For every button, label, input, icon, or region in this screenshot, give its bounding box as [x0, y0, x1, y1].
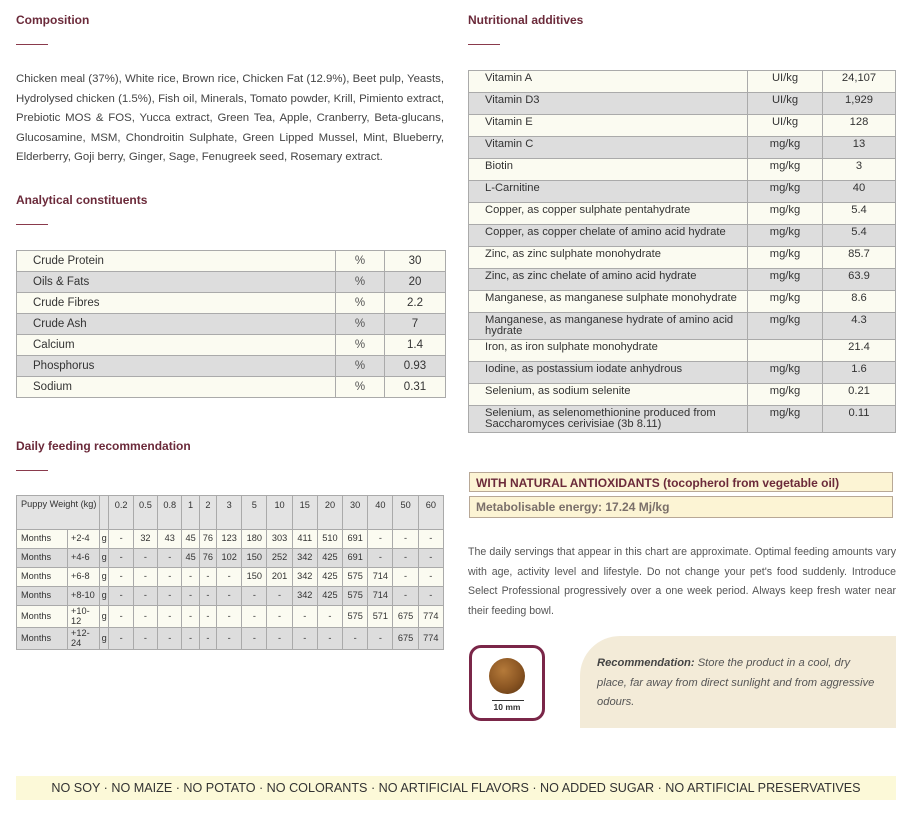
- kibble-size-badge: [469, 645, 545, 721]
- additive-name: Iron, as iron sulphate monohydrate: [469, 340, 748, 362]
- feeding-value: 45: [182, 549, 199, 568]
- constituent-unit: %: [336, 272, 385, 293]
- feeding-value: 691: [343, 530, 368, 549]
- feeding-value: 180: [242, 530, 267, 549]
- feeding-value: -: [182, 587, 199, 606]
- feeding-value: 76: [199, 549, 216, 568]
- composition-text: Chicken meal (37%), White rice, Brown rice, Chicken Fat (12.9%), Beet pulp, Yeasts, Hydrolysed chicken (1.5%), Fish oil, Minerals, Tomato powder, Krill, Pimiento extract, Prebiotic MOS & FOS, Yucca extract, Green Tea, Apple, Cranberry, Beta-glucans, Glucosamine, MSM, Chondroitin Sulphate, Green Lipped Mussel, Mint, Blueberry, Elderberry, Goji berry, Ginger, Sage, Fenugreek seed, Rosemary extract.: [16, 73, 444, 164]
- additive-unit: mg/kg: [748, 159, 823, 181]
- feeding-unit: g: [100, 530, 109, 549]
- constituent-name: Sodium: [17, 377, 336, 398]
- constituent-unit: %: [336, 251, 385, 272]
- additive-unit: mg/kg: [748, 269, 823, 291]
- no-additives-banner: NO SOY · NO MAIZE · NO POTATO · NO COLORANTS · NO ARTIFICIAL FLAVORS · NO ADDED SUGAR · NO ARTIFICIAL PRESERVATIVES: [16, 776, 896, 800]
- feeding-value: -: [267, 587, 292, 606]
- additive-unit: UI/kg: [748, 115, 823, 137]
- additive-row: [469, 269, 896, 291]
- additive-name: Vitamin E: [469, 115, 748, 137]
- additive-value: 13: [823, 137, 896, 159]
- feeding-value: -: [418, 568, 443, 587]
- analytical-row: [17, 293, 446, 314]
- feeding-value: 425: [317, 568, 342, 587]
- feeding-row-label: Months: [17, 606, 68, 628]
- feeding-unit: g: [100, 568, 109, 587]
- additive-name: Selenium, as sodium selenite: [469, 384, 748, 406]
- feeding-value: 575: [343, 568, 368, 587]
- feeding-value: -: [109, 606, 133, 628]
- weight-header-label: Puppy Weight (kg): [17, 496, 100, 530]
- feeding-value: -: [158, 606, 182, 628]
- feeding-value: -: [418, 530, 443, 549]
- additive-unit: mg/kg: [748, 247, 823, 269]
- feeding-value: -: [393, 568, 418, 587]
- feeding-value: 342: [292, 587, 317, 606]
- nutritional-table: [468, 70, 896, 433]
- feeding-value: -: [158, 549, 182, 568]
- feeding-value: 571: [368, 606, 393, 628]
- additive-unit: mg/kg: [748, 181, 823, 203]
- feeding-value: -: [393, 587, 418, 606]
- feeding-row-label: Months: [17, 628, 68, 650]
- constituent-name: Crude Protein: [17, 251, 336, 272]
- additive-row: [469, 71, 896, 93]
- additive-value: 5.4: [823, 225, 896, 247]
- nutritional-rule: [468, 44, 500, 45]
- analytical-row: [17, 251, 446, 272]
- servings-note: The daily servings that appear in this chart are approximate. Optimal feeding amounts vary with age, activity level and lifestyle. Do not change your pet's food suddenly. Introduce Select Professional progressively over a one week period. Always keep fresh water near their feeding bowl.: [468, 546, 896, 617]
- constituent-unit: %: [336, 335, 385, 356]
- feeding-value: 76: [199, 530, 216, 549]
- additive-name: Manganese, as manganese hydrate of amino acid hydrate: [469, 313, 748, 340]
- feeding-age: +6-8: [68, 568, 100, 587]
- feeding-value: -: [133, 628, 157, 650]
- additive-value: 1.6: [823, 362, 896, 384]
- weight-header: 30: [343, 496, 368, 530]
- constituent-value: 0.93: [385, 356, 446, 377]
- weight-header: 1: [182, 496, 199, 530]
- feeding-value: 342: [292, 568, 317, 587]
- feeding-value: -: [133, 587, 157, 606]
- additive-value: 1,929: [823, 93, 896, 115]
- feeding-value: 303: [267, 530, 292, 549]
- feeding-row-label: Months: [17, 587, 68, 606]
- constituent-name: Phosphorus: [17, 356, 336, 377]
- additive-row: [469, 225, 896, 247]
- recommendation-text: [597, 654, 882, 713]
- weight-header: 60: [418, 496, 443, 530]
- feeding-value: -: [109, 530, 133, 549]
- scale-bar: [492, 700, 524, 701]
- feeding-value: -: [393, 530, 418, 549]
- feeding-value: -: [242, 606, 267, 628]
- recommendation-box: [580, 636, 896, 728]
- weight-header: 20: [317, 496, 342, 530]
- additive-name: Vitamin C: [469, 137, 748, 159]
- feeding-value: 123: [217, 530, 242, 549]
- feeding-value: -: [292, 628, 317, 650]
- constituent-name: Crude Fibres: [17, 293, 336, 314]
- weight-header: 2: [199, 496, 216, 530]
- feeding-value: -: [217, 568, 242, 587]
- additive-name: Manganese, as manganese sulphate monohydrate: [469, 291, 748, 313]
- additive-name: Zinc, as zinc chelate of amino acid hydrate: [469, 269, 748, 291]
- feeding-value: -: [242, 587, 267, 606]
- additive-name: Copper, as copper sulphate pentahydrate: [469, 203, 748, 225]
- feeding-value: -: [368, 628, 393, 650]
- weight-header: 40: [368, 496, 393, 530]
- feeding-row: [17, 530, 444, 549]
- additive-name: Biotin: [469, 159, 748, 181]
- constituent-name: Crude Ash: [17, 314, 336, 335]
- additive-name: Vitamin A: [469, 71, 748, 93]
- feeding-value: -: [109, 568, 133, 587]
- feeding-value: 411: [292, 530, 317, 549]
- feeding-value: -: [182, 568, 199, 587]
- feeding-value: -: [418, 549, 443, 568]
- feeding-value: -: [199, 587, 216, 606]
- feeding-value: 102: [217, 549, 242, 568]
- additive-unit: mg/kg: [748, 291, 823, 313]
- additive-value: 3: [823, 159, 896, 181]
- feeding-value: 201: [267, 568, 292, 587]
- feeding-unit: g: [100, 587, 109, 606]
- feeding-value: 425: [317, 549, 342, 568]
- additive-row: [469, 137, 896, 159]
- unit-header-cell: [100, 496, 109, 530]
- feeding-value: -: [292, 606, 317, 628]
- additive-unit: [748, 340, 823, 362]
- feeding-age: +10-12: [68, 606, 100, 628]
- additive-value: 8.6: [823, 291, 896, 313]
- feeding-value: -: [368, 549, 393, 568]
- feeding-value: 510: [317, 530, 342, 549]
- feeding-value: -: [133, 606, 157, 628]
- additive-unit: mg/kg: [748, 384, 823, 406]
- additive-value: 85.7: [823, 247, 896, 269]
- constituent-unit: %: [336, 314, 385, 335]
- feeding-age: +2-4: [68, 530, 100, 549]
- feeding-age: +4-6: [68, 549, 100, 568]
- additive-row: [469, 340, 896, 362]
- feeding-value: -: [109, 628, 133, 650]
- feeding-value: 252: [267, 549, 292, 568]
- feeding-age: +12-24: [68, 628, 100, 650]
- weight-header: 0.2: [109, 496, 133, 530]
- nutritional-title: Nutritional additives: [468, 13, 584, 27]
- weight-header: 5: [242, 496, 267, 530]
- feeding-unit: g: [100, 549, 109, 568]
- feeding-value: 150: [242, 549, 267, 568]
- additive-value: 63.9: [823, 269, 896, 291]
- feeding-row: [17, 549, 444, 568]
- feeding-value: 714: [368, 587, 393, 606]
- feeding-value: 675: [393, 606, 418, 628]
- additive-row: [469, 181, 896, 203]
- feeding-value: -: [267, 606, 292, 628]
- additive-name: Iodine, as postassium iodate anhydrous: [469, 362, 748, 384]
- feeding-value: -: [217, 587, 242, 606]
- additive-unit: mg/kg: [748, 225, 823, 247]
- constituent-unit: %: [336, 377, 385, 398]
- additive-row: [469, 93, 896, 115]
- feeding-value: -: [368, 530, 393, 549]
- additive-row: [469, 115, 896, 137]
- weight-header: 10: [267, 496, 292, 530]
- analytical-row: [17, 335, 446, 356]
- feeding-value: 575: [343, 587, 368, 606]
- additive-value: 40: [823, 181, 896, 203]
- feeding-title: Daily feeding recommendation: [16, 439, 191, 453]
- feeding-value: -: [217, 628, 242, 650]
- feeding-value: -: [199, 568, 216, 587]
- feeding-value: 575: [343, 606, 368, 628]
- energy-label: Metabolisable energy: 17.24 Mj/kg: [469, 496, 893, 518]
- feeding-value: -: [182, 606, 199, 628]
- feeding-value: 774: [418, 606, 443, 628]
- analytical-row: [17, 377, 446, 398]
- constituent-value: 30: [385, 251, 446, 272]
- additive-row: [469, 203, 896, 225]
- antioxidants-label: WITH NATURAL ANTIOXIDANTS (tocopherol from vegetable oil): [469, 472, 893, 492]
- feeding-value: -: [199, 606, 216, 628]
- additive-row: [469, 384, 896, 406]
- feeding-value: -: [182, 628, 199, 650]
- feeding-value: -: [158, 628, 182, 650]
- feeding-row: [17, 587, 444, 606]
- feeding-row: [17, 568, 444, 587]
- feeding-value: 342: [292, 549, 317, 568]
- additive-value: 128: [823, 115, 896, 137]
- additive-row: [469, 362, 896, 384]
- feeding-value: -: [158, 587, 182, 606]
- additive-value: 0.11: [823, 406, 896, 433]
- constituent-name: Oils & Fats: [17, 272, 336, 293]
- additive-name: Zinc, as zinc sulphate monohydrate: [469, 247, 748, 269]
- additive-unit: mg/kg: [748, 362, 823, 384]
- feeding-row-label: Months: [17, 549, 68, 568]
- additive-value: 5.4: [823, 203, 896, 225]
- additive-unit: UI/kg: [748, 93, 823, 115]
- constituent-value: 20: [385, 272, 446, 293]
- feeding-value: 675: [393, 628, 418, 650]
- constituent-value: 7: [385, 314, 446, 335]
- feeding-row-label: Months: [17, 568, 68, 587]
- constituent-name: Calcium: [17, 335, 336, 356]
- feeding-value: -: [158, 568, 182, 587]
- feeding-value: -: [317, 606, 342, 628]
- analytical-row: [17, 272, 446, 293]
- additive-name: Selenium, as selenomethionine produced from Saccharomyces cerivisiae (3b 8.11): [469, 406, 748, 433]
- feeding-value: 425: [317, 587, 342, 606]
- additive-name: Vitamin D3: [469, 93, 748, 115]
- additive-name: L-Carnitine: [469, 181, 748, 203]
- feeding-value: 150: [242, 568, 267, 587]
- feeding-value: -: [242, 628, 267, 650]
- additive-row: [469, 159, 896, 181]
- kibble-size: 10 mm: [493, 702, 521, 712]
- additive-unit: mg/kg: [748, 203, 823, 225]
- feeding-value: -: [133, 549, 157, 568]
- feeding-value: 32: [133, 530, 157, 549]
- feeding-value: -: [133, 568, 157, 587]
- feeding-value: 714: [368, 568, 393, 587]
- recommendation-label: Recommendation:: [597, 657, 695, 669]
- feeding-value: -: [199, 628, 216, 650]
- feeding-value: 45: [182, 530, 199, 549]
- feeding-value: -: [217, 606, 242, 628]
- additive-row: [469, 406, 896, 433]
- constituent-unit: %: [336, 293, 385, 314]
- feeding-value: 691: [343, 549, 368, 568]
- composition-rule: [16, 44, 48, 45]
- additive-unit: mg/kg: [748, 406, 823, 433]
- constituent-unit: %: [336, 356, 385, 377]
- additive-value: 0.21: [823, 384, 896, 406]
- additive-name: Copper, as copper chelate of amino acid hydrate: [469, 225, 748, 247]
- additive-row: [469, 247, 896, 269]
- additive-row: [469, 291, 896, 313]
- constituent-value: 1.4: [385, 335, 446, 356]
- additive-unit: mg/kg: [748, 137, 823, 159]
- feeding-row: [17, 628, 444, 650]
- feeding-value: 43: [158, 530, 182, 549]
- constituent-value: 2.2: [385, 293, 446, 314]
- additive-value: 21.4: [823, 340, 896, 362]
- additive-value: 4.3: [823, 313, 896, 340]
- additive-row: [469, 313, 896, 340]
- feeding-value: -: [418, 587, 443, 606]
- additive-unit: mg/kg: [748, 313, 823, 340]
- feeding-value: -: [343, 628, 368, 650]
- feeding-value: 774: [418, 628, 443, 650]
- feeding-value: -: [393, 549, 418, 568]
- analytical-rule: [16, 224, 48, 225]
- weight-header: 50: [393, 496, 418, 530]
- recommendation-body: Store the product in a cool, dry place, far away from direct sunlight and from aggressive odours.: [597, 657, 875, 708]
- analytical-row: [17, 356, 446, 377]
- feeding-rule: [16, 470, 48, 471]
- weight-header: 0.5: [133, 496, 157, 530]
- analytical-row: [17, 314, 446, 335]
- composition-title: Composition: [16, 13, 90, 27]
- weight-header: 3: [217, 496, 242, 530]
- feeding-value: -: [109, 549, 133, 568]
- constituent-value: 0.31: [385, 377, 446, 398]
- feeding-table: [16, 495, 444, 650]
- feeding-unit: g: [100, 628, 109, 650]
- feeding-age: +8-10: [68, 587, 100, 606]
- analytical-title: Analytical constituents: [16, 193, 148, 207]
- feeding-value: -: [267, 628, 292, 650]
- feeding-row-label: Months: [17, 530, 68, 549]
- feeding-value: -: [317, 628, 342, 650]
- additive-unit: UI/kg: [748, 71, 823, 93]
- feeding-row: [17, 606, 444, 628]
- additive-value: 24,107: [823, 71, 896, 93]
- weight-header: 0.8: [158, 496, 182, 530]
- analytical-table: [16, 250, 446, 398]
- weight-header: 15: [292, 496, 317, 530]
- feeding-value: -: [109, 587, 133, 606]
- feeding-unit: g: [100, 606, 109, 628]
- kibble-image: [489, 658, 525, 694]
